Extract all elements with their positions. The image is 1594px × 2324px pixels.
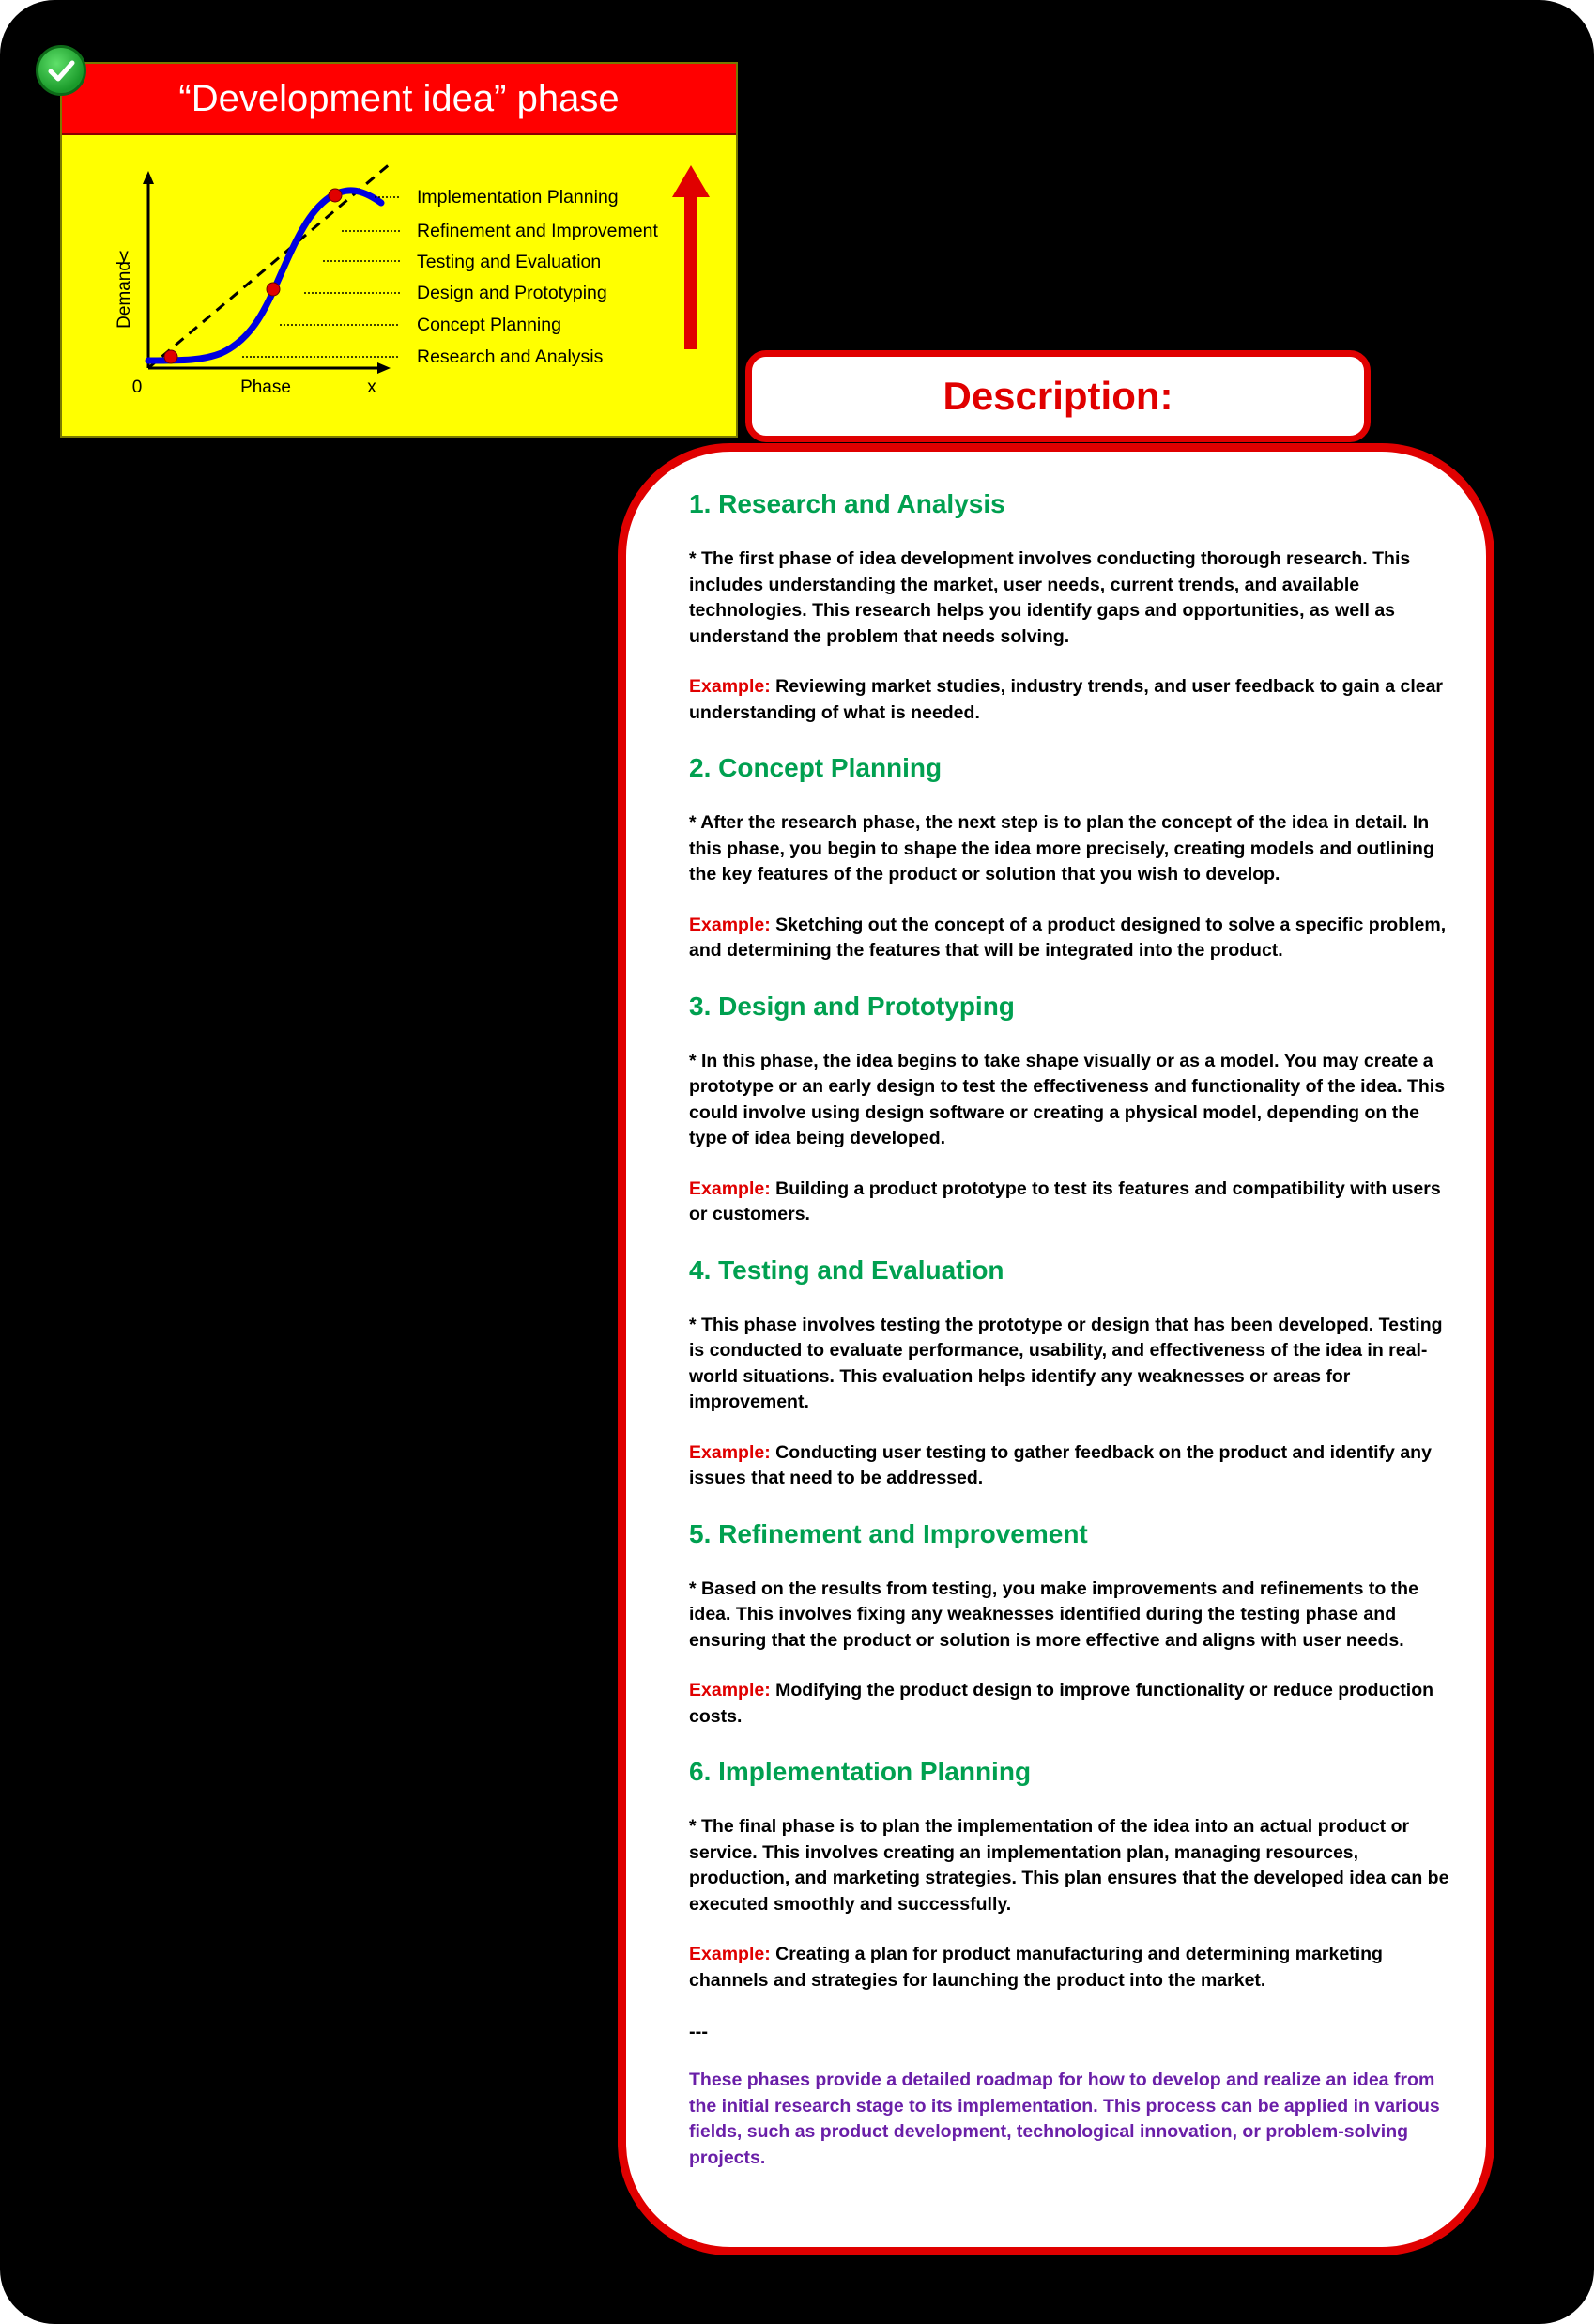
section-implementation xyxy=(689,1756,1459,1993)
example-text: Building a product prototype to test its features and compatibility with users or customers. xyxy=(689,1177,1441,1224)
x-axis-arrow-icon xyxy=(377,362,391,374)
section-body: * After the research phase, the next step is to plan the concept of the idea in detail. In this phase, you begin to shape the idea more precisely, creating models and outlining the key features of the product or solution that you wish to develop. xyxy=(689,812,1434,885)
section-example xyxy=(689,913,1459,964)
section-refinement xyxy=(689,1518,1459,1731)
phase-diagram-title: “Development idea” phase xyxy=(62,64,736,135)
up-arrow-icon xyxy=(672,165,710,197)
phase-label: Design and Prototyping xyxy=(417,283,607,303)
section-body: * The first phase of idea development involves conducting thorough research. This includes understanding the market, user needs, current trends, and available technologies. This research helps you identify gaps and opportunities, as well as understand the problem that needs solving. xyxy=(689,548,1411,647)
section-body: * The final phase is to plan the implementation of the idea into an actual product or service. This involves creating an implementation plan, managing resources, production, and marketing strategies. This plan ensures that the developed idea can be executed smoothly and successfully. xyxy=(689,1816,1449,1915)
y-axis-label: Demand xyxy=(115,261,134,329)
phase-label: Refinement and Improvement xyxy=(417,221,658,241)
section-body: * This phase involves testing the prototype or design that has been developed. Testing is conducted to evaluate performance, usability, and effectiveness of the idea in real-world situations. This evaluation helps identify any weaknesses or areas for improvement. xyxy=(689,1314,1443,1412)
curve-point xyxy=(164,350,177,363)
curve-point xyxy=(267,283,280,296)
y-axis-symbol: y xyxy=(119,246,129,266)
section-heading: 6. Implementation Planning xyxy=(689,1757,1032,1786)
phase-label: Implementation Planning xyxy=(417,187,619,208)
phase-label: Testing and Evaluation xyxy=(417,252,602,272)
x-axis-symbol: x xyxy=(367,377,376,397)
example-text: Reviewing market studies, industry trends, and user feedback to gain a clear understanding of what is needed. xyxy=(689,676,1444,723)
y-axis-arrow-icon xyxy=(143,171,154,184)
example-label: Example: xyxy=(689,1944,771,1964)
example-label: Example: xyxy=(689,1441,771,1463)
progress-arrow-shaft xyxy=(684,193,697,349)
phase-diagram-card xyxy=(60,62,738,438)
section-example xyxy=(689,1177,1459,1228)
section-body: * In this phase, the idea begins to take shape visually or as a model. You may create a prototype or an early design to test the effectiveness and functionality of the idea. This could involve using design software or creating a physical model, depending on the type of idea being developed. xyxy=(689,1050,1446,1148)
closing-summary: These phases provide a detailed roadmap for how to develop and realize an idea from the initial research stage to its implementation. This process can be applied in various fields, such as product development, technological innovation, or problem-solving projects. xyxy=(689,2070,1440,2168)
checkmark-icon xyxy=(36,45,86,96)
description-content xyxy=(689,488,1459,2171)
example-label: Example: xyxy=(689,1177,771,1199)
trend-line xyxy=(148,163,391,368)
example-text: Modifying the product design to improve functionality or reduce production costs. xyxy=(689,1680,1434,1727)
section-heading: 3. Design and Prototyping xyxy=(689,991,1015,1021)
x-axis-label: Phase xyxy=(240,377,291,397)
example-label: Example: xyxy=(689,914,771,935)
description-header xyxy=(745,350,1371,442)
section-research xyxy=(689,488,1459,726)
section-design xyxy=(689,991,1459,1228)
example-text: Conducting user testing to gather feedback on the product and identify any issues that need to be addressed. xyxy=(689,1441,1432,1488)
example-label: Example: xyxy=(689,676,771,697)
phase-label: Concept Planning xyxy=(417,315,561,335)
example-text: Creating a plan for product manufacturing and determining marketing channels and strategies for launching the product into the market. xyxy=(689,1944,1383,1991)
phase-label: Research and Analysis xyxy=(417,346,604,367)
section-heading: 2. Concept Planning xyxy=(689,753,943,782)
section-heading: 1. Research and Analysis xyxy=(689,489,1005,518)
section-body: * Based on the results from testing, you make improvements and refinements to the idea. This involves fixing any weaknesses identified during the testing phase and ensuring that the product or solution is more effective and aligns with user needs. xyxy=(689,1578,1418,1651)
section-heading: 5. Refinement and Improvement xyxy=(689,1518,1088,1548)
section-heading: 4. Testing and Evaluation xyxy=(689,1254,1004,1285)
section-example xyxy=(689,1678,1459,1730)
section-example xyxy=(689,1440,1459,1492)
demand-curve xyxy=(148,191,381,361)
section-example xyxy=(689,1942,1459,1993)
section-example xyxy=(689,674,1459,726)
example-label: Example: xyxy=(689,1680,771,1701)
separator: --- xyxy=(689,2022,708,2042)
description-title: Description: xyxy=(943,374,1173,418)
section-testing xyxy=(689,1254,1459,1492)
origin-label: 0 xyxy=(131,377,143,397)
curve-point xyxy=(329,189,342,202)
phase-diagram xyxy=(62,135,736,436)
section-concept xyxy=(689,752,1459,964)
example-text: Sketching out the concept of a product designed to solve a specific problem, and determining the features that will be integrated into the product. xyxy=(689,914,1447,961)
